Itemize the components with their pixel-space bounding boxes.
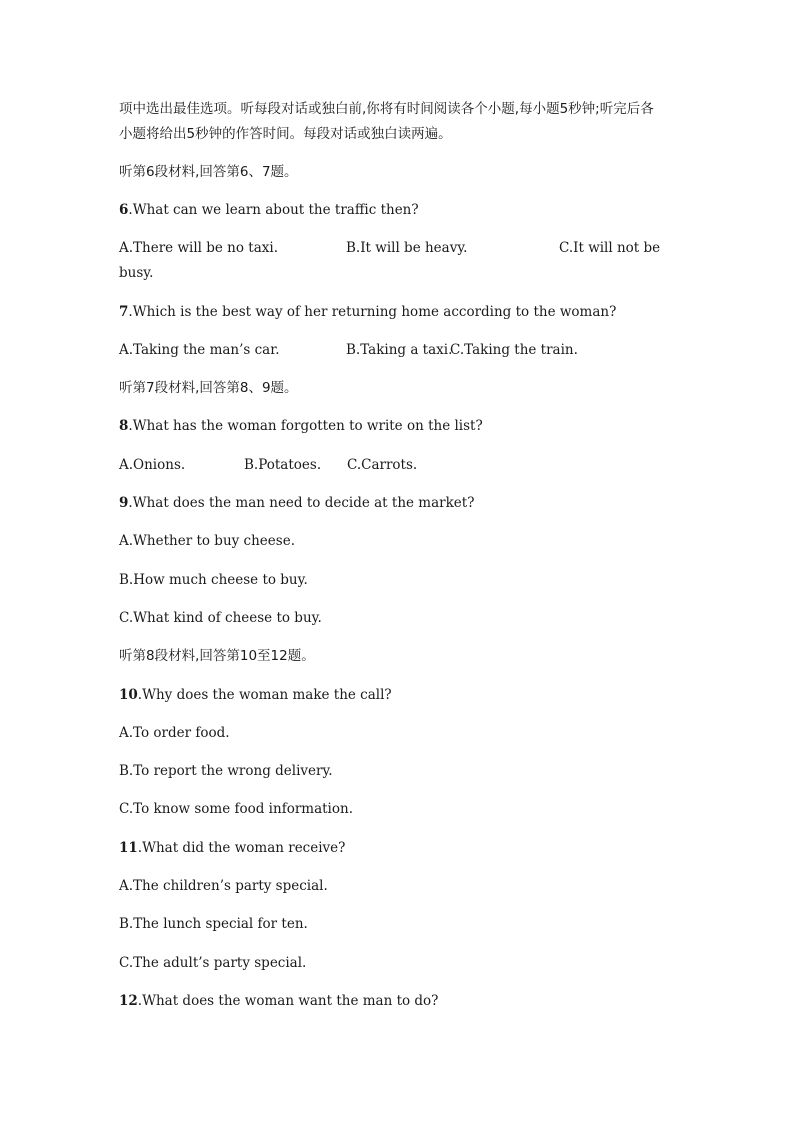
option-a: A.Onions. xyxy=(119,457,186,473)
question-number: 10 xyxy=(119,687,138,703)
question-text: .What does the woman want the man to do? xyxy=(137,993,439,1009)
question-text: .What did the woman receive? xyxy=(137,840,346,856)
option-a: A.Whether to buy cheese. xyxy=(119,533,295,549)
option-b: B.Taking a taxi. xyxy=(346,342,453,358)
option-b: B.It will be heavy. xyxy=(346,240,468,256)
option-a: A.The children’s party special. xyxy=(119,878,328,894)
option-c: C.What kind of cheese to buy. xyxy=(119,610,322,626)
question-text: .Why does the woman make the call? xyxy=(137,687,392,703)
intro-line-2: 小题将给出5秒钟的作答时间。每段对话或独白读两遍。 xyxy=(119,126,452,142)
option-c-continued: busy. xyxy=(119,265,154,281)
option-c: C.Taking the train. xyxy=(450,342,578,358)
option-b: B.To report the wrong delivery. xyxy=(119,763,333,779)
question-7 xyxy=(119,302,616,322)
question-11 xyxy=(119,838,345,858)
question-text: .What can we learn about the traffic then? xyxy=(128,202,419,218)
option-c: C.It will not be xyxy=(559,240,661,256)
section-heading-7: 听第7段材料,回答第8、9题。 xyxy=(119,380,298,396)
question-text: .What has the woman forgotten to write on the list? xyxy=(128,418,483,434)
option-b: B.The lunch special for ten. xyxy=(119,916,308,932)
question-number: 12 xyxy=(119,993,138,1009)
question-number: 6 xyxy=(119,202,129,218)
question-6 xyxy=(119,200,419,220)
question-text: .What does the man need to decide at the market? xyxy=(128,495,475,511)
question-number: 9 xyxy=(119,495,129,511)
question-8 xyxy=(119,416,483,436)
option-a: A.To order food. xyxy=(119,725,230,741)
option-c: C.The adult’s party special. xyxy=(119,955,307,971)
option-b: B.How much cheese to buy. xyxy=(119,572,308,588)
question-10 xyxy=(119,685,392,705)
option-a: A.Taking the man’s car. xyxy=(119,342,280,358)
section-heading-8: 听第8段材料,回答第10至12题。 xyxy=(119,648,315,664)
option-b: B.Potatoes. xyxy=(244,457,322,473)
question-9 xyxy=(119,493,474,513)
question-number: 7 xyxy=(119,304,129,320)
question-12 xyxy=(119,991,438,1011)
option-c: C.Carrots. xyxy=(347,457,418,473)
option-a: A.There will be no taxi. xyxy=(119,240,278,256)
intro-line-1: 项中选出最佳选项。听每段对话或独白前,你将有时间阅读各个小题,每小题5秒钟;听完后各 xyxy=(119,101,654,117)
section-heading-6: 听第6段材料,回答第6、7题。 xyxy=(119,164,298,180)
question-number: 11 xyxy=(119,840,138,856)
question-text: .Which is the best way of her returning home according to the woman? xyxy=(128,304,617,320)
option-c: C.To know some food information. xyxy=(119,801,353,817)
question-number: 8 xyxy=(119,418,129,434)
